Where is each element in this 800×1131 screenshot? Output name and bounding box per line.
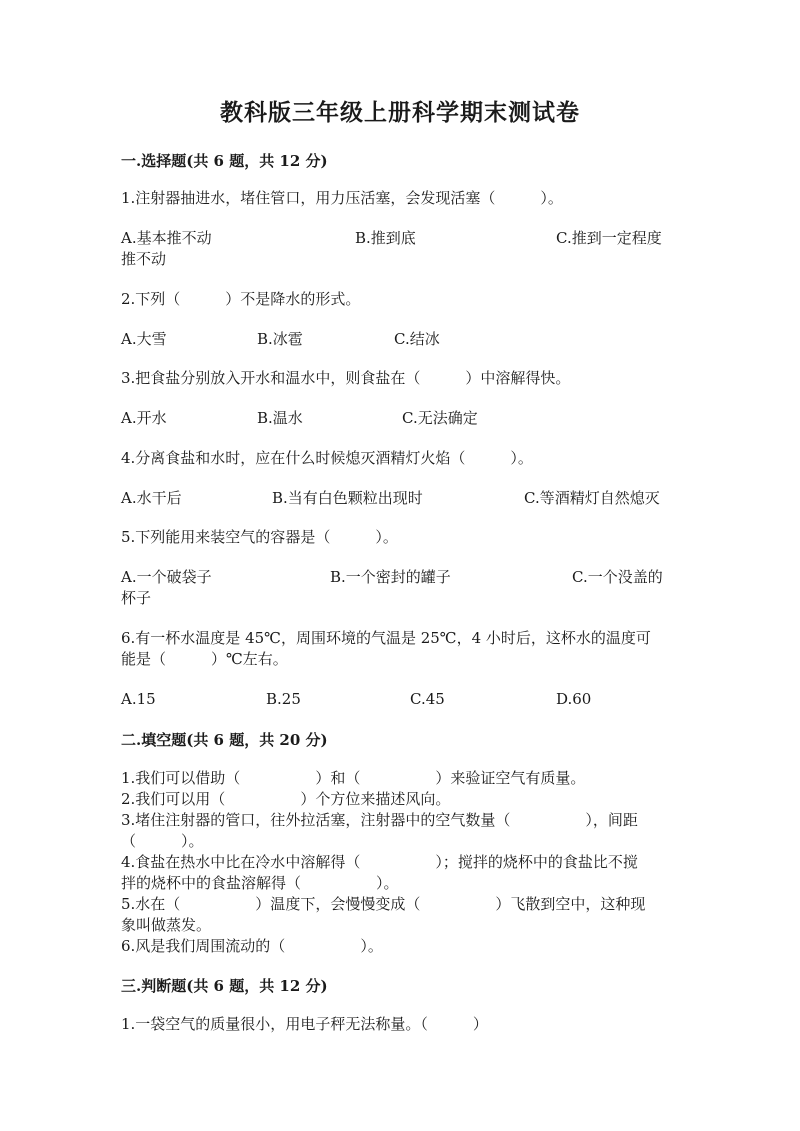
q6-option-c: C.45 [410,690,445,708]
q1-option-b: B.推到底 [355,229,416,247]
fill-question-3: 3.堵住注射器的管口，往外拉活塞，注射器中的空气数量（ ），间距 [121,811,638,829]
q5-option-c-continued: 杯子 [121,589,152,607]
q5-option-a: A.一个破袋子 [121,568,212,586]
question-2: 2.下列（ ）不是降水的形式。 [121,290,361,308]
q3-option-b: B.温水 [257,409,303,427]
fill-question-1: 1.我们可以借助（ ）和（ ）来验证空气有质量。 [121,769,586,787]
q1-option-c-continued: 推不动 [121,250,167,268]
q5-option-b: B.一个密封的罐子 [330,568,451,586]
fill-question-4-continued: 拌的烧杯中的食盐溶解得（ ）。 [121,874,399,892]
section-heading-choice: 一.选择题(共 6 题，共 12 分) [121,152,328,170]
q4-option-b: B.当有白色颗粒出现时 [272,489,423,507]
q4-option-a: A.水干后 [121,489,182,507]
section-heading-fill: 二.填空题(共 6 题，共 20 分) [121,731,328,749]
q2-option-a: A.大雪 [121,330,167,348]
q2-option-c: C.结冰 [394,330,440,348]
q6-option-a: A.15 [121,690,156,708]
q2-option-b: B.冰雹 [257,330,303,348]
q4-option-c: C.等酒精灯自然熄灭 [524,489,660,507]
fill-question-5: 5.水在（ ）温度下，会慢慢变成（ ）飞散到空中，这种现 [121,895,646,913]
fill-question-6: 6.风是我们周围流动的（ ）。 [121,937,383,955]
q3-option-c: C.无法确定 [402,409,478,427]
judge-question-1: 1.一袋空气的质量很小，用电子秤无法称量。（ ） [121,1015,488,1033]
q6-option-d: D.60 [556,690,592,708]
fill-question-4: 4.食盐在热水中比在冷水中溶解得（ ）；搅拌的烧杯中的食盐比不搅 [121,853,638,871]
fill-question-2: 2.我们可以用（ ）个方位来描述风向。 [121,790,451,808]
fill-question-5-continued: 象叫做蒸发。 [121,916,212,934]
q1-option-a: A.基本推不动 [121,229,212,247]
question-6: 6.有一杯水温度是 45℃，周围环境的气温是 25℃，4 小时后，这杯水的温度可 [121,629,651,647]
page-title: 教科版三年级上册科学期末测试卷 [220,99,580,126]
question-3: 3.把食盐分别放入开水和温水中，则食盐在（ ）中溶解得快。 [121,369,571,387]
q1-option-c: C.推到一定程度 [556,229,662,247]
question-1: 1.注射器抽进水，堵住管口，用力压活塞，会发现活塞（ ）。 [121,189,563,207]
question-6-continued: 能是（ ）℃左右。 [121,650,288,668]
q3-option-a: A.开水 [121,409,167,427]
section-heading-judge: 三.判断题(共 6 题，共 12 分) [121,977,328,995]
question-4: 4.分离食盐和水时，应在什么时候熄灭酒精灯火焰（ ）。 [121,449,533,467]
fill-question-3-continued: （ ）。 [121,832,204,850]
q6-option-b: B.25 [266,690,301,708]
question-5: 5.下列能用来装空气的容器是（ ）。 [121,528,398,546]
q5-option-c: C.一个没盖的 [572,568,663,586]
